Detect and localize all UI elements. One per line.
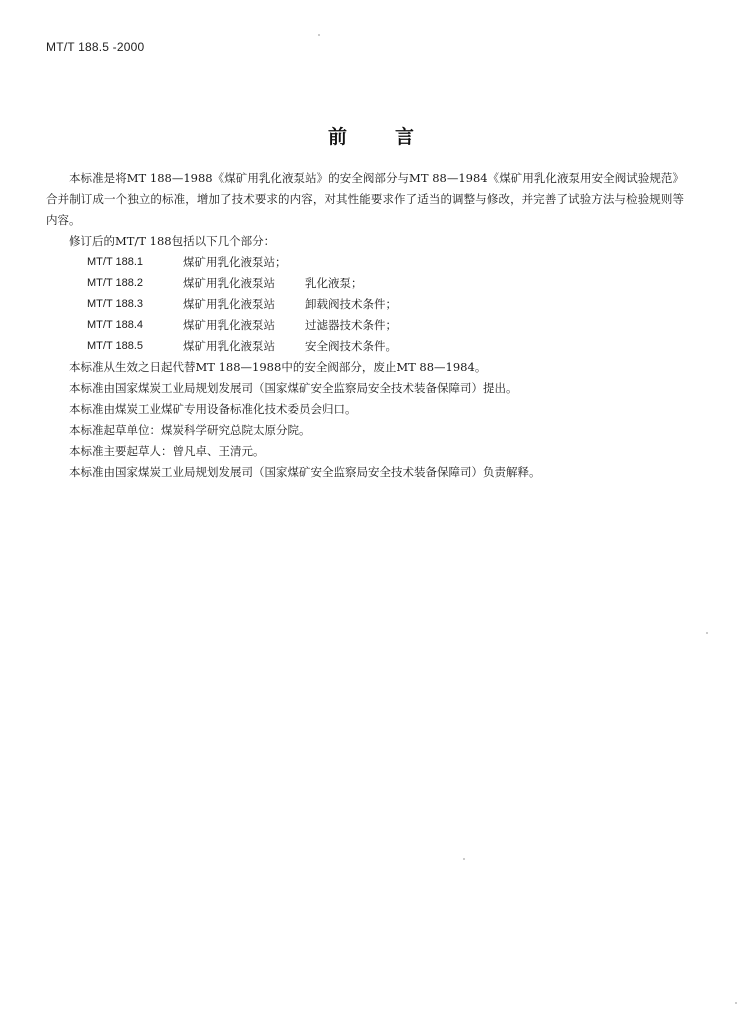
list-item [46,294,684,315]
part-subtitle: 安全阀技术条件。 [305,339,397,353]
part-code: MT/T 188.2 [87,277,144,289]
drafters-paragraph: 本标准主要起草人：曾凡卓、王清元。 [69,444,265,458]
interpreted-by-paragraph: 本标准由国家煤炭工业局规划发展司（国家煤矿安全监察局安全技术装备保障司）负责解释。 [69,465,541,479]
scan-speck [735,1002,737,1004]
scan-speck [318,34,320,36]
scan-speck [706,632,708,634]
foreword-body [46,168,684,483]
part-subtitle: 过滤器技术条件； [305,318,397,332]
list-item [46,315,684,336]
parts-lead-paragraph: 修订后的MT/T 188包括以下几个部分： [69,234,276,248]
part-name: 煤矿用乳化液泵站 [183,318,275,332]
parts-list [46,252,684,357]
proposed-by-paragraph: 本标准由国家煤炭工业局规划发展司（国家煤矿安全监察局安全技术装备保障司）提出。 [69,381,518,395]
part-name: 煤矿用乳化液泵站 [183,297,275,311]
intro-paragraph: 本标准是将MT 188—1988《煤矿用乳化液泵站》的安全阀部分与MT 88—1984《煤矿用乳化液泵用安全阀试验规范》合并制订成一个独立的标准，增加了技术要求的内容，对其性能要求作了适当的调整与修改，并完善了试验方法与检验规则等内容。 [46,171,684,227]
scan-speck [463,858,465,860]
part-code: MT/T 188.1 [87,256,144,268]
standard-code: MT/T 188.5 -2000 [46,40,145,54]
drafting-unit-paragraph: 本标准起草单位：煤炭科学研究总院太原分院。 [69,423,311,437]
list-item [46,336,684,357]
supersede-paragraph: 本标准从生效之日起代替MT 188—1988中的安全阀部分，废止MT 88—1984。 [69,360,487,374]
part-code: MT/T 188.5 [87,340,144,352]
centralized-by-paragraph: 本标准由煤炭工业煤矿专用设备标准化技术委员会归口。 [69,402,357,416]
part-name: 煤矿用乳化液泵站； [183,255,287,269]
list-item [46,252,684,273]
part-name: 煤矿用乳化液泵站 [183,276,275,290]
part-name: 煤矿用乳化液泵站 [183,339,275,353]
page-title: 前言 [327,126,462,148]
list-item [46,273,684,294]
part-code: MT/T 188.4 [87,319,144,331]
part-code: MT/T 188.3 [87,298,144,310]
part-subtitle: 乳化液泵； [305,276,363,290]
part-subtitle: 卸载阀技术条件； [305,297,397,311]
